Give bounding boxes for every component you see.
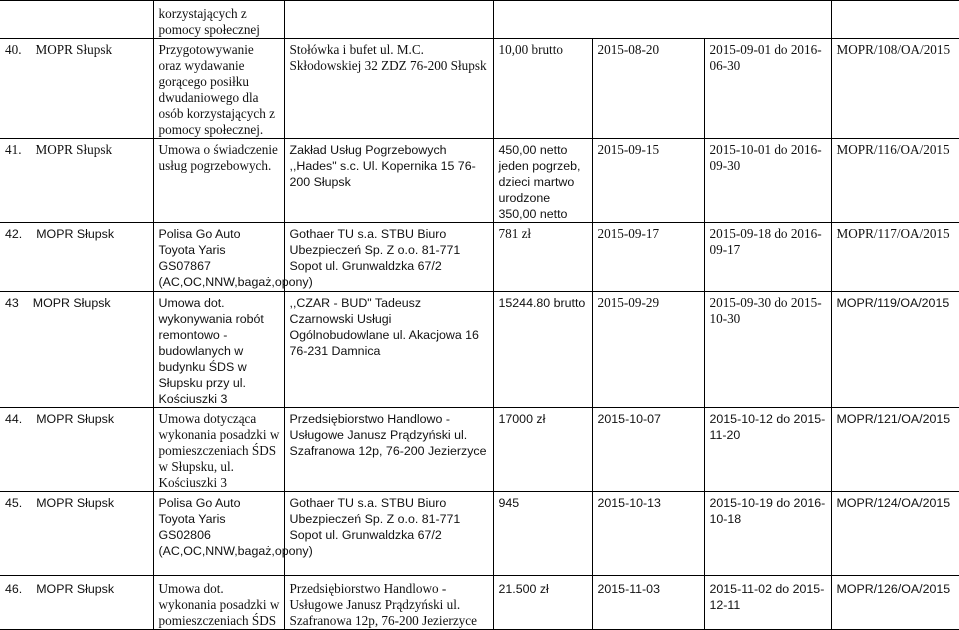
- nr-org-cell: [0, 39, 153, 139]
- row-number: 46.: [5, 582, 23, 596]
- date-cell: 2015-10-13: [592, 492, 704, 576]
- ref-cell: MOPR/117/OA/2015: [831, 223, 959, 292]
- value-cell: 945: [493, 492, 592, 576]
- row-number: 41.: [5, 142, 22, 157]
- ref-cell: MOPR/119/OA/2015: [831, 292, 959, 408]
- contractor-cell: Gothaer TU s.a. STBU Biuro Ubezpieczeń Sp. Z o.o. 81-771 Sopot ul. Grunwaldzka 67/2: [284, 223, 493, 292]
- ref-cell: MOPR/121/OA/2015: [831, 408, 959, 492]
- organization: MOPR Słupsk: [35, 42, 113, 57]
- contractor-cell: Stołówka i bufet ul. M.C. Skłodowskiej 32 ZDZ 76-200 Słupsk: [284, 39, 493, 139]
- row-number: 45.: [5, 496, 23, 510]
- subject-cell: Przygotowywanie oraz wydawanie gorącego posiłku dwudaniowego dla osób korzystających z pomocy społecznej.: [153, 39, 284, 139]
- period-cell: 2015-09-30 do 2015-10-30: [704, 292, 831, 408]
- value-cell: 781 zł: [493, 223, 592, 292]
- subject-cell: Umowa dotycząca wykonania posadzki w pomieszczeniach ŚDS w Słupsku, ul. Kościuszki 3: [153, 408, 284, 492]
- subject-cell: korzystających z pomocy społecznej: [153, 1, 284, 39]
- value-cell: 15244.80 brutto: [493, 292, 592, 408]
- organization: MOPR Słupsk: [35, 142, 113, 157]
- ref-cell: MOPR/116/OA/2015: [831, 139, 959, 223]
- value-cell: 17000 zł: [493, 408, 592, 492]
- table-row: [0, 1, 959, 39]
- row-number: 44.: [5, 412, 23, 426]
- value-cell: 10,00 brutto: [493, 39, 592, 139]
- organization: MOPR Słupsk: [36, 227, 115, 241]
- date-cell: 2015-08-20: [592, 39, 704, 139]
- subject-cell: Polisa Go Auto Toyota Yaris GS02806 (AC,OC,NNW,bagaż,opony): [153, 492, 284, 576]
- subject-cell: Umowa o świadczenie usług pogrzebowych.: [153, 139, 284, 223]
- value-cell: 21.500 zł: [493, 576, 592, 630]
- table-row: [0, 139, 959, 223]
- date-cell: 2015-09-17: [592, 223, 704, 292]
- value-cell: 450,00 netto jeden pogrzeb, dzieci martwo urodzone 350,00 netto: [493, 139, 592, 223]
- ref-cell: MOPR/126/OA/2015: [831, 576, 959, 630]
- organization: MOPR Słupsk: [36, 496, 115, 510]
- date-cell: 2015-11-03: [592, 576, 704, 630]
- table-row: [0, 576, 959, 630]
- row-number: 42.: [5, 227, 23, 241]
- contractor-cell: Zakład Usług Pogrzebowych ,,Hades" s.c. Ul. Kopernika 15 76-200 Słupsk: [284, 139, 493, 223]
- organization: MOPR Słupsk: [32, 296, 111, 310]
- nr-org-cell: [0, 492, 153, 576]
- period-cell: 2015-10-01 do 2016-09-30: [704, 139, 831, 223]
- nr-org-cell: [0, 408, 153, 492]
- period-cell: 2015-10-12 do 2015-11-20: [704, 408, 831, 492]
- date-cell: 2015-10-07: [592, 408, 704, 492]
- organization: MOPR Słupsk: [36, 412, 115, 426]
- table-row: [0, 223, 959, 292]
- table-row: [0, 39, 959, 139]
- contractor-cell: ,,CZAR - BUD" Tadeusz Czarnowski Usługi Ogólnobudowlane ul. Akacjowa 16 76-231 Damnica: [284, 292, 493, 408]
- contractor-cell: Gothaer TU s.a. STBU Biuro Ubezpieczeń Sp. Z o.o. 81-771 Sopot ul. Grunwaldzka 67/2: [284, 492, 493, 576]
- table-row: [0, 408, 959, 492]
- ref-cell: MOPR/124/OA/2015: [831, 492, 959, 576]
- date-cell: 2015-09-15: [592, 139, 704, 223]
- subject-cell: Polisa Go Auto Toyota Yaris GS07867 (AC,OC,NNW,bagaż,opony): [153, 223, 284, 292]
- row-number: 40.: [5, 42, 22, 57]
- contractor-cell: Przedsiębiorstwo Handlowo - Usługowe Janusz Prądzyński ul. Szafranowa 12p, 76-200 Jezierzyce: [284, 408, 493, 492]
- value-date-cell: [493, 1, 831, 39]
- period-cell: 2015-09-18 do 2016-09-17: [704, 223, 831, 292]
- ref-cell: MOPR/108/OA/2015: [831, 39, 959, 139]
- nr-org-cell: [0, 1, 153, 39]
- nr-org-cell: [0, 223, 153, 292]
- subject-cell: Umowa dot. wykonania posadzki w pomieszczeniach ŚDS: [153, 576, 284, 630]
- contractor-cell: [284, 1, 493, 39]
- ref-cell: [831, 1, 959, 39]
- period-cell: 2015-09-01 do 2016-06-30: [704, 39, 831, 139]
- nr-org-cell: [0, 576, 153, 630]
- subject-cell: Umowa dot. wykonywania robót remontowo - budowlanych w budynku ŚDS w Słupsku przy ul. Kościuszki 3: [153, 292, 284, 408]
- period-cell: 2015-10-19 do 2016-10-18: [704, 492, 831, 576]
- nr-org-cell: [0, 292, 153, 408]
- contractor-cell: Przedsiębiorstwo Handlowo - Usługowe Janusz Prądzyński ul. Szafranowa 12p, 76-200 Jezierzyce: [284, 576, 493, 630]
- row-number: 43: [5, 296, 19, 310]
- date-cell: 2015-09-29: [592, 292, 704, 408]
- table-row: [0, 492, 959, 576]
- period-cell: 2015-11-02 do 2015-12-11: [704, 576, 831, 630]
- nr-org-cell: [0, 139, 153, 223]
- table-row: [0, 292, 959, 408]
- organization: MOPR Słupsk: [36, 582, 115, 596]
